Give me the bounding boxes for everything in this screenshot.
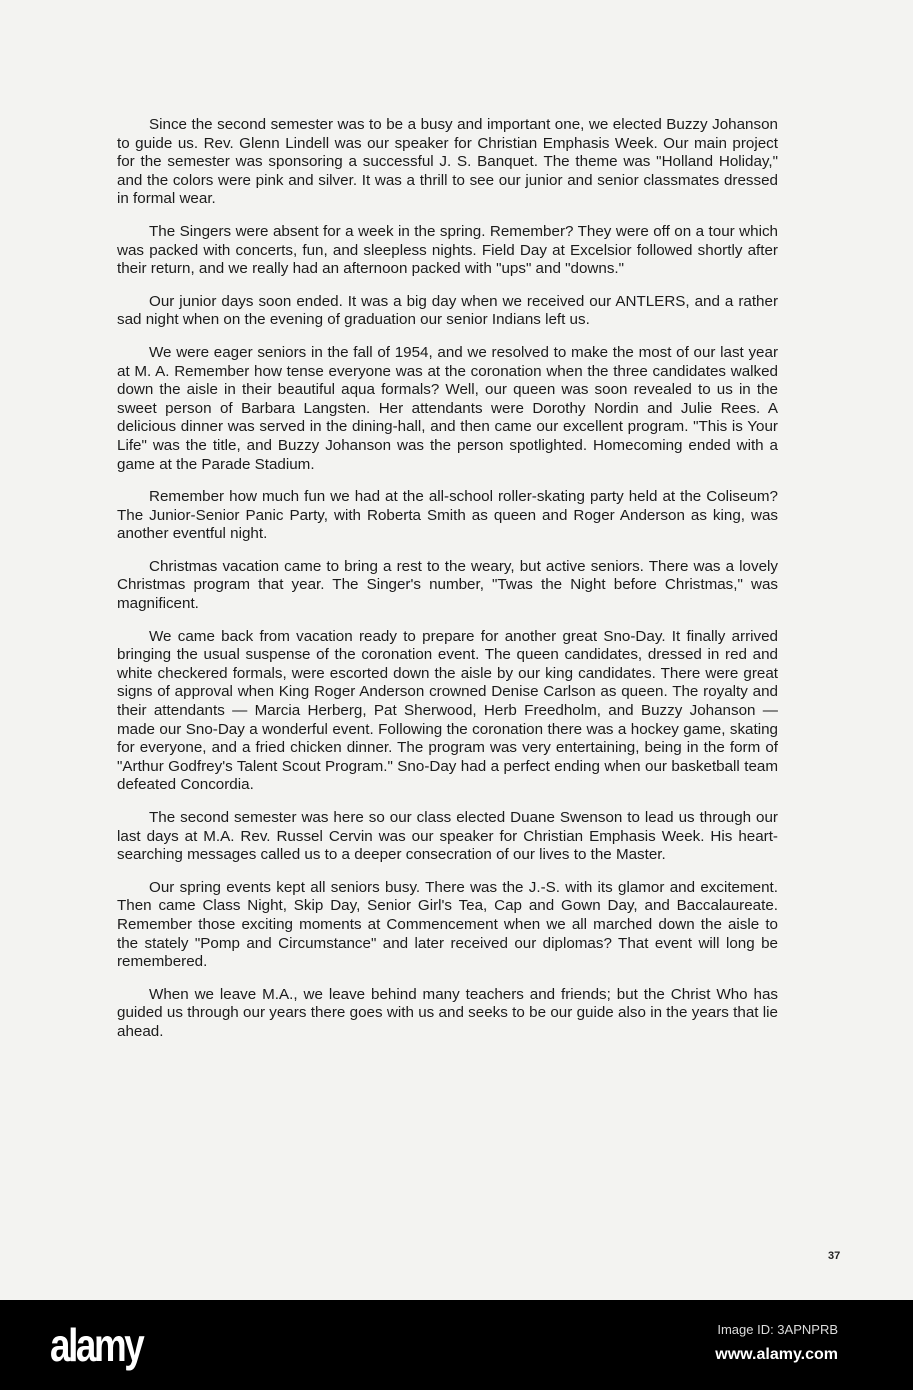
paragraph: Our spring events kept all seniors busy. There was the J.-S. with its glamor and excitement. Then came Class Night, Skip Day, Senior Girl's Tea, Cap and Gown Day, and Baccalaureate. Remember those exciting moments at Commencement when we all marched down the aisle to the stately "Pomp and Circumstance" and later received our diplomas? That event will long be remembered. [117,878,778,971]
paragraph: When we leave M.A., we leave behind many teachers and friends; but the Christ Who has guided us through our years there goes with us and seeks to be our guide also in the years that lie ahead. [117,985,778,1040]
image-id: Image ID: 3APNPRB [717,1322,838,1337]
paragraph: Remember how much fun we had at the all-school roller-skating party held at the Coliseum? The Junior-Senior Panic Party, with Roberta Smith as queen and Roger Anderson as king, was another eventful night. [117,488,778,543]
site-url: www.alamy.com [715,1346,838,1363]
paragraph: We came back from vacation ready to prepare for another great Sno-Day. It finally arrived bringing the usual suspense of the coronation event. The queen candidates, dressed in red and white checkered formals, were escorted down the aisle by our king candidates. There were great signs of approval when King Roger Anderson crowned Denise Carlson as queen. The royalty and their attendants — Marcia Herberg, Pat Sherwood, Herb Freedholm, and Buzzy Johanson — made our Sno-Day a wonderful event. Following the coronation there was a hockey game, skating for everyone, and a fried chicken dinner. The program was very entertaining, being in the form of "Arthur Godfrey's Talent Scout Program." Sno-Day had a perfect ending when our basketball team defeated Concordia. [117,627,778,794]
paragraph: The Singers were absent for a week in the spring. Remember? They were off on a tour which was packed with concerts, fun, and sleepless nights. Field Day at Excelsior followed shortly after their return, and we really had an afternoon packed with "ups" and "downs." [117,222,778,278]
paragraph: Our junior days soon ended. It was a big day when we received our ANTLERS, and a rather sad night when on the evening of graduation our senior Indians left us. [117,292,778,329]
watermark-footer [0,1300,913,1390]
paragraph: Since the second semester was to be a busy and important one, we elected Buzzy Johanson to guide us. Rev. Glenn Lindell was our speaker for Christian Emphasis Week. Our main project for the semester was sponsoring a successful J. S. Banquet. The theme was "Holland Holiday," and the colors were pink and silver. It was a thrill to see our junior and senior classmates dressed in formal wear. [117,116,778,208]
paragraph: The second semester was here so our class elected Duane Swenson to lead us through our last days at M.A. Rev. Russel Cervin was our speaker for Christian Emphasis Week. His heart-searching messages called us to a deeper consecration of our lives to the Master. [117,809,778,864]
body-text [117,116,778,1056]
page-number: 37 [828,1250,841,1262]
paragraph: Christmas vacation came to bring a rest to the weary, but active seniors. There was a lovely Christmas program that year. The Singer's number, "Twas the Night before Christmas," was magnificent. [117,557,778,613]
paragraph: We were eager seniors in the fall of 1954, and we resolved to make the most of our last year at M. A. Remember how tense everyone was at the coronation when the three candidates walked down the aisle in their beautiful aqua formals? Well, our queen was soon revealed to us in the sweet person of Barbara Langsten. Her attendants were Dorothy Nordin and Julie Rees. A delicious dinner was served in the dining-hall, and then came our excellent program. "This is Your Life" was the title, and Buzzy Johanson was the person spotlighted. Homecoming ended with a game at the Parade Stadium. [117,343,778,473]
alamy-logo: alamy [50,1319,143,1371]
